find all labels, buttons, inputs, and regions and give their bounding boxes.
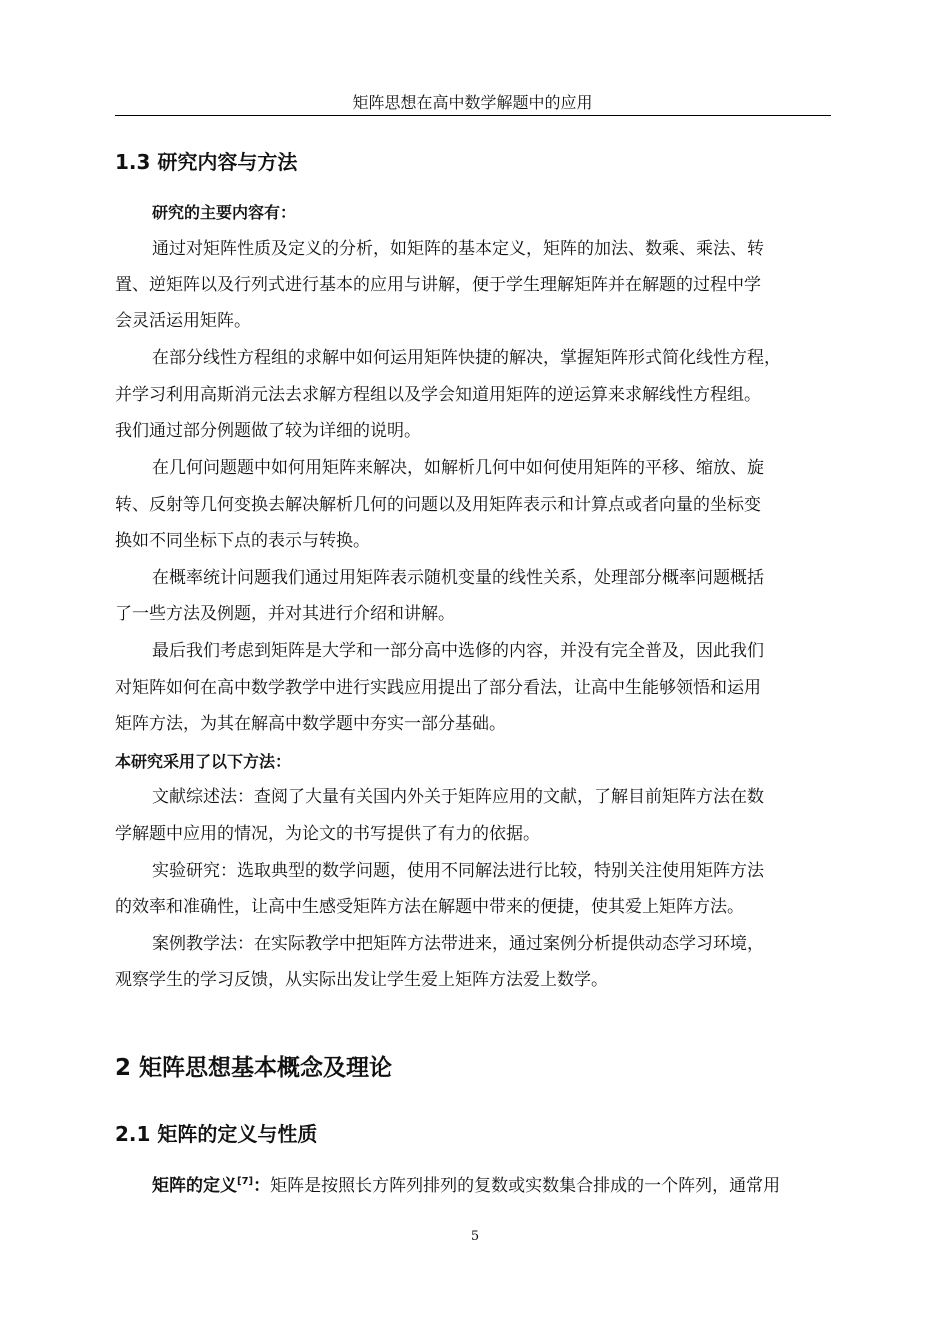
paragraph-line: 置、逆矩阵以及行列式进行基本的应用与讲解，便于学生理解矩阵并在解题的过程中学 [115, 275, 761, 295]
page-number: 5 [470, 1229, 480, 1244]
section-1-3-heading: 1.3 研究内容与方法 [115, 150, 298, 174]
method-line: 文献综述法：查阅了大量有关国内外关于矩阵应用的文献，了解目前矩阵方法在数 [152, 787, 764, 807]
paragraph-line: 在部分线性方程组的求解中如何运用矩阵快捷的解决，掌握矩阵形式简化线性方程， [152, 348, 781, 368]
header-rule [115, 115, 831, 116]
method-line: 实验研究：选取典型的数学问题，使用不同解法进行比较，特别关注使用矩阵方法 [152, 861, 764, 881]
paragraph-line: 并学习利用高斯消元法去求解方程组以及学会知道用矩阵的逆运算来求解线性方程组。 [115, 385, 761, 405]
method-line: 案例教学法：在实际教学中把矩阵方法带进来，通过案例分析提供动态学习环境， [152, 934, 764, 954]
definition-text: 矩阵是按照长方阵列排列的复数或实数集合排成的一个阵列，通常用 [270, 1176, 781, 1196]
method-line: 的效率和准确性，让高中生感受矩阵方法在解题中带来的便捷，使其爱上矩阵方法。 [115, 897, 744, 917]
paragraph-line: 会灵活运用矩阵。 [115, 311, 251, 331]
definition-colon: ： [253, 1176, 271, 1196]
paragraph-line: 对矩阵如何在高中数学教学中进行实践应用提出了部分看法，让高中生能够领悟和运用 [115, 678, 761, 698]
section-2-1-heading: 2.1 矩阵的定义与性质 [115, 1122, 318, 1146]
methods-label: 本研究采用了以下方法： [115, 752, 292, 771]
method-line: 观察学生的学习反馈，从实际出发让学生爱上矩阵方法爱上数学。 [115, 970, 608, 990]
paragraph-line: 矩阵方法，为其在解高中数学题中夯实一部分基础。 [115, 714, 506, 734]
running-header: 矩阵思想在高中数学解题中的应用 [352, 93, 593, 112]
definition-line [152, 1171, 780, 1197]
content-label: 研究的主要内容有： [152, 203, 297, 222]
chapter-2-heading: 2 矩阵思想基本概念及理论 [115, 1055, 393, 1081]
paragraph-line: 在概率统计问题我们通过用矩阵表示随机变量的线性关系，处理部分概率问题概括 [152, 568, 764, 588]
paragraph-line: 在几何问题题中如何用矩阵来解决，如解析几何中如何使用矩阵的平移、缩放、旋 [152, 458, 764, 478]
paragraph-line: 了一些方法及例题，并对其进行介绍和讲解。 [115, 604, 455, 624]
paragraph-line: 我们通过部分例题做了较为详细的说明。 [115, 421, 421, 441]
paragraph-line: 最后我们考虑到矩阵是大学和一部分高中选修的内容，并没有完全普及，因此我们 [152, 641, 764, 661]
paragraph-line: 转、反射等几何变换去解决解析几何的问题以及用矩阵表示和计算点或者向量的坐标变 [115, 495, 761, 515]
method-line: 学解题中应用的情况，为论文的书写提供了有力的依据。 [115, 824, 540, 844]
definition-term: 矩阵的定义 [152, 1176, 237, 1196]
paragraph-line: 换如不同坐标下点的表示与转换。 [115, 531, 370, 551]
citation-ref[interactable]: [7] [237, 1176, 254, 1187]
paragraph-line: 通过对矩阵性质及定义的分析，如矩阵的基本定义，矩阵的加法、数乘、乘法、转 [152, 239, 764, 259]
